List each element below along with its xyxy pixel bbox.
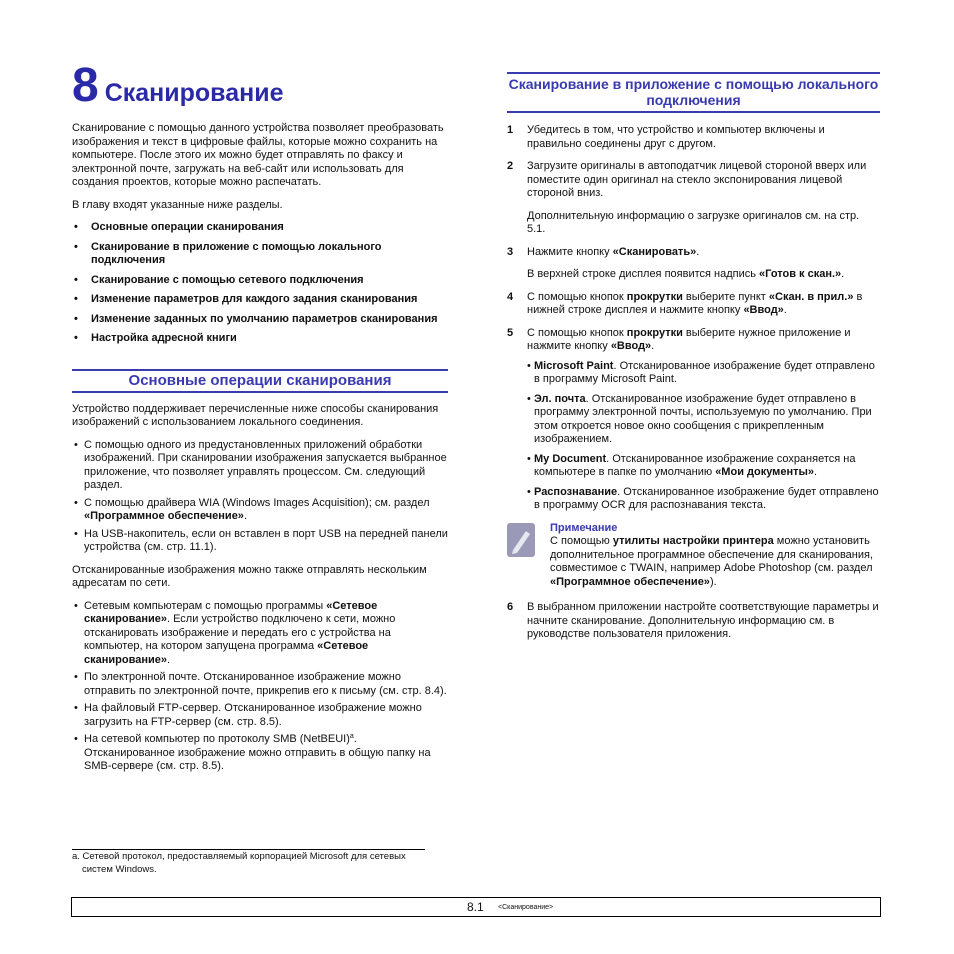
page-number: 8.1 <box>467 900 484 914</box>
page-footer <box>71 897 881 917</box>
section-heading-local: Сканирование в приложение с помощью локального подключения <box>507 72 880 113</box>
section-link[interactable]: • Сканирование в приложение с помощью локального подключения <box>72 241 448 268</box>
app-option: • My Document. Отсканированное изображение сохраняется на компьютере в папке по умолчанию «Мои документы». <box>527 453 880 480</box>
app-option: • Microsoft Paint. Отсканированное изображение будет отправлено в программу Microsoft Paint. <box>527 360 880 387</box>
app-option: • Эл. почта. Отсканированное изображение будет отправлено в программу электронной почты, используемую по умолчанию. При этом откроется новое окно сообщения с прикрепленным изображением. <box>527 393 880 447</box>
basic-paragraph: Устройство поддерживает перечисленные ниже способы сканирования изображений с использованием локального соединения. <box>72 402 439 428</box>
section-heading-basic: Основные операции сканирования <box>72 369 448 393</box>
step-number: 5 <box>507 326 514 339</box>
step-2: 2 Загрузите оригиналы в автоподатчик лицевой стороной вверх или поместите один оригинал на стекло экспонирования лицевой стороной вниз. Дополнительную информацию о загрузке оригиналов см. на стр. 5.1. <box>507 160 867 235</box>
local-methods-list <box>72 439 448 555</box>
footnote: a. Сетевой протокол, предоставляемый корпорацией Microsoft для сетевых систем Windows. <box>72 851 406 875</box>
chapter-sections-list <box>72 221 448 346</box>
chapter-title: Сканирование <box>104 79 284 107</box>
section-link[interactable]: • Сканирование с помощью сетевого подключения <box>72 274 448 288</box>
step-number: 2 <box>507 160 514 172</box>
note-text: С помощью утилиты настройки принтера можно установить дополнительное программное обеспечение для сканирования, совместимое с TWAIN, например Adobe Photoshop (см. раздел «Программное обеспечение»). <box>550 535 874 588</box>
app-list <box>527 360 880 513</box>
step-number: 3 <box>507 245 514 258</box>
note-title: Примечание <box>550 521 618 534</box>
footnote-ref[interactable]: a <box>349 733 354 740</box>
step-3: 3 Нажмите кнопку «Сканировать». В верхней строке дисплея появится надпись «Готов к скан.». <box>507 245 845 280</box>
chapter-heading <box>72 59 448 112</box>
intro-paragraph: Сканирование с помощью данного устройства позволяет преобразовать изображения и текст в цифровые файлы, которые можно сохранить на компьютере. После этого их можно будет отправлять по факсу и электронной почте, загружать на веб-сайт или использовать для создания проектов, которые можно распечатать. <box>72 122 444 188</box>
right-column <box>507 72 880 651</box>
left-column <box>72 59 448 783</box>
section-link[interactable]: • Настройка адресной книги <box>72 332 448 346</box>
step-4: 4 С помощью кнопок прокрутки выберите пункт «Скан. в прил.» в нижней строке дисплея и нажмите кнопку «Ввод». <box>507 290 863 316</box>
list-item: • На USB-накопитель, если он вставлен в порт USB на передней панели устройства (см. стр. 11.1). <box>72 528 448 555</box>
app-option: • Распознавание. Отсканированное изображение будет отправлено в программу OCR для распознавания текста. <box>527 486 880 513</box>
note-box <box>507 522 880 590</box>
list-item: • С помощью одного из предустановленных приложений обработки изображений. При сканировании изображения запускается выбранное приложение, что позволяет управлять процессом. См. следующий раздел. <box>72 439 448 493</box>
footnote-divider <box>72 849 425 850</box>
list-item: • По электронной почте. Отсканированное изображение можно отправить по электронной почте, прикрепив его к письму (см. стр. 8.4). <box>72 671 448 698</box>
footer-title: <Сканирование> <box>498 904 554 911</box>
list-item: • С помощью драйвера WIA (Windows Images Acquisition); см. раздел «Программное обеспечение». <box>72 497 448 524</box>
section-link[interactable]: • Изменение заданных по умолчанию параметров сканирования <box>72 313 448 327</box>
list-item: • На файловый FTP-сервер. Отсканированное изображение можно загрузить на FTP-сервер (см. стр. 8.5). <box>72 702 448 729</box>
network-methods-list <box>72 600 448 774</box>
intro-sections-lead: В главу входят указанные ниже разделы. <box>72 198 283 211</box>
step-5: 5 С помощью кнопок прокрутки выберите нужное приложение и нажмите кнопку «Ввод». • Microsoft Paint. Отсканированное изображение будет отправлено в программу Microsoft Paint. • Эл. почта. Отсканированное изображение будет отправлено в программу электронной почты, используемую по умолчанию. При этом откроется новое окно сообщения с прикрепленным изображением. • My Document. Отсканированное изображение сохраняется на компьютере в папке по умолчанию «Мои документы». • Распознавание. Отсканированное изображение будет отправлено в программу OCR для распознавания текста. <box>507 327 880 513</box>
step-number: 1 <box>507 124 514 136</box>
step-number: 6 <box>507 601 514 613</box>
step-number: 4 <box>507 290 514 303</box>
step-6: 6 В выбранном приложении настройте соответствующие параметры и начните сканирование. Дополнительную информацию см. в руководстве пользователя приложения. <box>507 601 879 640</box>
step-1: 1 Убедитесь в том, что устройство и компьютер включены и правильно соединены друг с другом. <box>507 124 825 150</box>
chapter-number: 8 <box>72 59 99 112</box>
note-pencil-icon <box>507 523 535 557</box>
section-link[interactable]: • Основные операции сканирования <box>72 221 448 235</box>
section-link[interactable]: • Изменение параметров для каждого задания сканирования <box>72 293 448 307</box>
list-item: • Сетевым компьютерам с помощью программы «Сетевое сканирование». Если устройство подключено к сети, можно отсканировать изображение и передать его с устройства на компьютер, на котором запущена программа «Сетевое сканирование». <box>72 600 448 668</box>
list-item: • На сетевой компьютер по протоколу SMB (NetBEUI)$^a$. Отсканированное изображение можно отправить в общую папку на SMB-сервере (см. стр. 8.5). <box>72 733 448 774</box>
network-paragraph: Отсканированные изображения можно также отправлять нескольким адресатам по сети. <box>72 563 427 589</box>
